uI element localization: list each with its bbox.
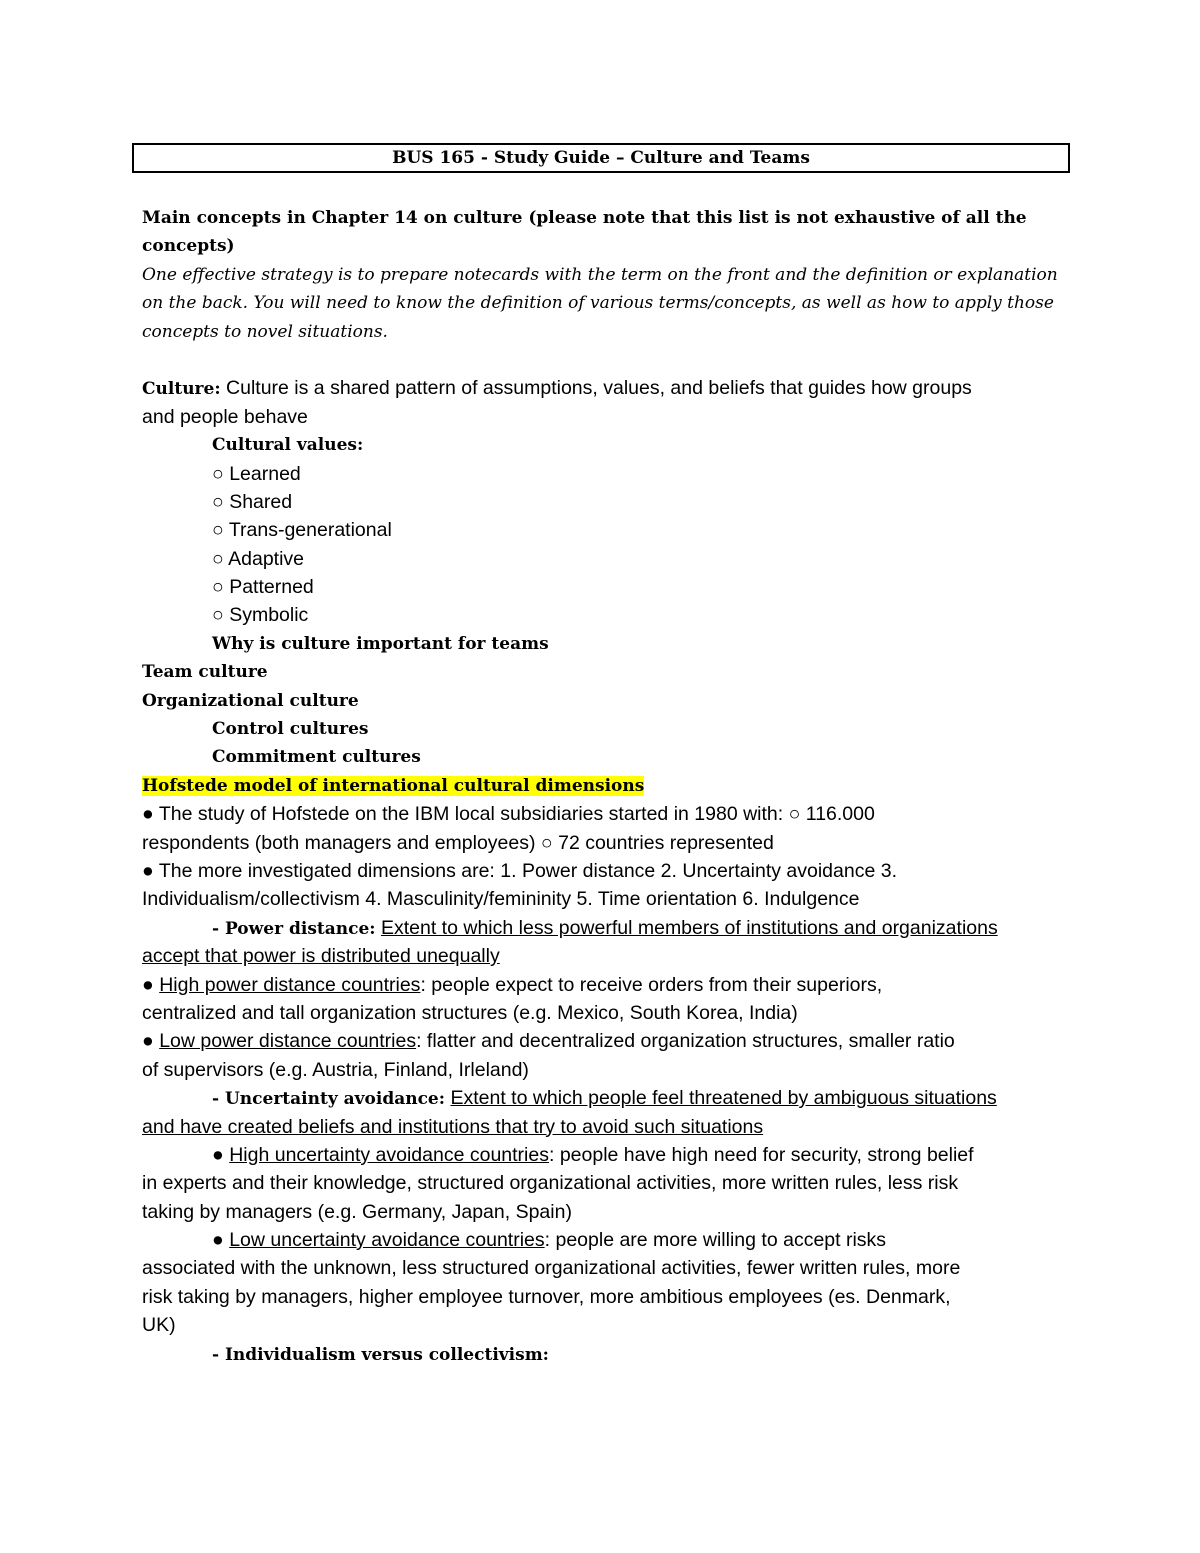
hofstede-study-line-1: ● The study of Hofstede on the IBM local subsidiaries started in 1980 with: ○ 116.000 (142, 803, 875, 826)
dash-prefix: - (212, 1089, 225, 1110)
cultural-value-item: ○ Shared (212, 490, 293, 513)
hofstede-dimensions-line-1: ● The more investigated dimensions are: 1. Power distance 2. Uncertainty avoidance 3. (142, 859, 897, 882)
culture-definition-text: Culture is a shared pattern of assumptions, values, and beliefs that guides how groups (220, 377, 972, 400)
why-culture-heading: Why is culture important for teams (212, 633, 549, 654)
high-uncertainty-line-2: in experts and their knowledge, structured organizational activities, more written rules, less risk (142, 1172, 959, 1195)
uncertainty-avoidance-line-2 (142, 1113, 1072, 1141)
spacer (142, 346, 1072, 374)
page-title: BUS 165 - Study Guide – Culture and Teams (132, 143, 1070, 173)
uncertainty-avoidance-definition-cont: and have created beliefs and institutions that try to avoid such situations (142, 1115, 764, 1138)
low-uncertainty-line-1 (142, 1226, 1072, 1254)
culture-term: Culture: (142, 379, 221, 400)
hofstede-heading: Hofstede model of international cultural dimensions (142, 775, 645, 796)
dash-prefix: - (212, 918, 225, 939)
culture-definition-line-2: and people behave (142, 405, 308, 428)
low-uncertainty-term: Low uncertainty avoidance countries (229, 1229, 545, 1252)
main-concepts-heading-line-1: Main concepts in Chapter 14 on culture (please note that this list is not exhaustive of all the (142, 208, 1027, 228)
high-power-distance-line-1 (142, 971, 1072, 999)
main-concepts-heading-line-2: concepts) (142, 236, 235, 257)
power-distance-definition-cont: accept that power is distributed unequally (142, 945, 500, 968)
cultural-value-item: ○ Trans-generational (212, 519, 392, 542)
uncertainty-avoidance-line-1 (142, 1084, 1072, 1112)
uncertainty-avoidance-term: Uncertainty avoidance: (224, 1089, 446, 1110)
high-uncertainty-term: High uncertainty avoidance countries (229, 1143, 549, 1166)
culture-definition-line-1 (142, 374, 1072, 402)
power-distance-definition: Extent to which less powerful members of institutions and organizations (380, 916, 998, 939)
low-uncertainty-text: : people are more willing to accept risks (544, 1229, 887, 1252)
low-power-distance-term: Low power distance countries (159, 1030, 417, 1053)
high-uncertainty-line-1 (142, 1141, 1072, 1169)
low-uncertainty-line-4: UK) (142, 1314, 176, 1337)
individualism-line (142, 1340, 1072, 1368)
instruction-line-3: concepts to novel situations. (142, 321, 388, 342)
cultural-value-item: ○ Symbolic (212, 604, 309, 627)
hofstede-dimensions-line-2: Individualism/collectivism 4. Masculinity/femininity 5. Time orientation 6. Indulgence (142, 888, 860, 911)
bullet: ● (142, 1030, 160, 1053)
control-cultures-heading: Control cultures (212, 719, 369, 740)
hofstede-study-line-2: respondents (both managers and employees) ○ 72 countries represented (142, 831, 774, 854)
power-distance-line-2 (142, 942, 1072, 970)
bullet: ● (142, 973, 160, 996)
dash-prefix: - (212, 1344, 225, 1365)
power-distance-line-1 (142, 914, 1072, 942)
individualism-term: Individualism versus collectivism: (224, 1344, 549, 1365)
low-uncertainty-line-2: associated with the unknown, less structured organizational activities, fewer written rules, more (142, 1257, 961, 1280)
uncertainty-avoidance-definition: Extent to which people feel threatened by ambiguous situations (450, 1087, 997, 1110)
high-power-distance-term: High power distance countries (159, 973, 421, 996)
cultural-value-item: ○ Adaptive (212, 547, 305, 570)
high-power-distance-line-2: centralized and tall organization structures (e.g. Mexico, South Korea, India) (142, 1001, 798, 1024)
cultural-values-heading: Cultural values: (212, 435, 364, 456)
high-uncertainty-line-3: taking by managers (e.g. Germany, Japan, Spain) (142, 1200, 572, 1223)
instruction-line-1: One effective strategy is to prepare notecards with the term on the front and the definition or explanation (142, 264, 1058, 285)
document-body (142, 204, 1072, 1368)
team-culture-heading: Team culture (142, 662, 268, 683)
low-power-distance-text: : flatter and decentralized organization structures, smaller ratio (416, 1030, 955, 1053)
instruction-line-2: on the back. You will need to know the definition of various terms/concepts, as well as how to apply those (142, 293, 1054, 314)
commitment-cultures-heading: Commitment cultures (212, 747, 421, 768)
low-power-distance-line-2: of supervisors (e.g. Austria, Finland, Irleland) (142, 1058, 529, 1081)
bullet: ● (212, 1143, 230, 1166)
bullet: ● (212, 1229, 230, 1252)
cultural-value-item: ○ Learned (212, 462, 301, 485)
hofstede-heading-line (142, 772, 1072, 800)
power-distance-term: Power distance: (224, 918, 376, 939)
low-power-distance-line-1 (142, 1027, 1072, 1055)
low-uncertainty-line-3: risk taking by managers, higher employee turnover, more ambitious employees (es. Denmark, (142, 1285, 951, 1308)
high-uncertainty-text: : people have high need for security, strong belief (548, 1143, 974, 1166)
organizational-culture-heading: Organizational culture (142, 690, 359, 711)
cultural-value-item: ○ Patterned (212, 576, 314, 599)
high-power-distance-text: : people expect to receive orders from their superiors, (420, 973, 883, 996)
